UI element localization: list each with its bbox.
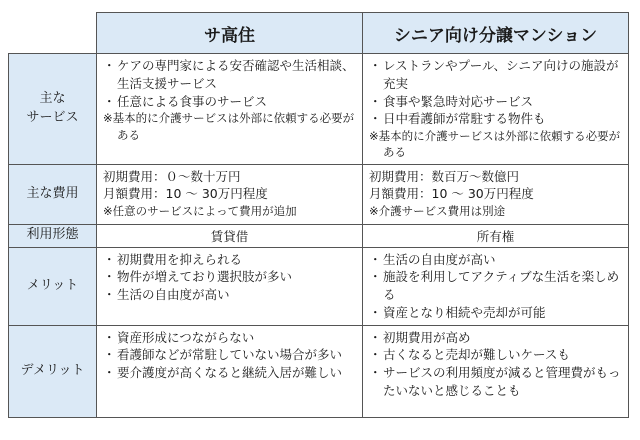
demerit-sakoju — [97, 325, 363, 417]
list-item: ・ ケアの専門家による安否確認や生活相談、生活支援サービス — [103, 57, 356, 93]
row-services — [9, 54, 629, 165]
row-label-merit: メリット — [9, 247, 97, 325]
list-item: ・ 施設を利用してアクティブな生活を楽しめる — [369, 268, 622, 304]
row-merit — [9, 247, 629, 325]
list-item: ・ 食事や緊急時対応サービス — [369, 93, 622, 111]
costs-note: ※介護サービス費用は別途 — [369, 204, 506, 219]
list-item: ・ レストランやプール、シニア向けの施設が充実 — [369, 57, 622, 93]
list-item: ・ 物件が増えており選択肢が多い — [103, 268, 356, 286]
form-sakoju: 賃貸借 — [97, 224, 363, 247]
row-label-form: 利用形態 — [9, 224, 97, 247]
row-label-services — [9, 54, 97, 165]
header-senior-condo: シニア向け分譲マンション — [363, 13, 629, 54]
row-label-demerit: デメリット — [9, 325, 97, 417]
list-item: ・ 任意による食事のサービス — [103, 93, 356, 111]
form-senior-condo: 所有権 — [363, 224, 629, 247]
merit-sakoju — [97, 247, 363, 325]
services-senior-condo — [363, 54, 629, 165]
costs-monthly: 月額費用：10 ～ 30万円程度 — [369, 186, 534, 202]
row-label-costs: 主な費用 — [9, 164, 97, 224]
row-label-services-line2: サービス — [26, 109, 79, 125]
costs-sakoju — [97, 164, 363, 224]
list-item: ・ 初期費用が高め — [369, 329, 622, 347]
row-form — [9, 224, 629, 247]
list-item: ・ 生活の自由度が高い — [103, 286, 356, 304]
list-item: ・ 生活の自由度が高い — [369, 251, 622, 269]
row-costs — [9, 164, 629, 224]
list-item: ・ サービスの利用頻度が減ると管理費がもったいないと感じることも — [369, 364, 622, 400]
costs-initial: 初期費用：数百万～数億円 — [369, 168, 520, 184]
row-demerit — [9, 325, 629, 417]
services-sakoju-note: ※基本的に介護サービスは外部に依頼する必要がある — [103, 111, 355, 142]
list-item: ・ 要介護度が高くなると継続入居が難しい — [103, 364, 356, 382]
list-item: ・ 日中看護師が常駐する物件も — [369, 110, 622, 128]
costs-note: ※任意のサービスによって費用が追加 — [103, 204, 297, 219]
services-sakoju — [97, 54, 363, 165]
merit-senior-condo — [363, 247, 629, 325]
services-senior-condo-note: ※基本的に介護サービスは外部に依頼する必要がある — [369, 129, 621, 160]
demerit-senior-condo — [363, 325, 629, 417]
costs-monthly: 月額費用：10 ～ 30万円程度 — [103, 186, 268, 202]
list-item: ・ 資産となり相続や売却が可能 — [369, 304, 622, 322]
header-sakoju: サ高住 — [97, 13, 363, 54]
costs-senior-condo — [363, 164, 629, 224]
row-label-services-line1: 主な — [39, 90, 66, 106]
list-item: ・ 看護師などが常駐していない場合が多い — [103, 346, 356, 364]
comparison-table — [8, 12, 629, 418]
costs-initial: 初期費用：０～数十万円 — [103, 168, 241, 184]
list-item: ・ 初期費用を抑えられる — [103, 251, 356, 269]
list-item: ・ 資産形成につながらない — [103, 329, 356, 347]
header-row — [9, 13, 629, 54]
list-item: ・ 古くなると売却が難しいケースも — [369, 346, 622, 364]
corner-cell — [9, 13, 97, 54]
comparison-table-container — [8, 12, 629, 418]
